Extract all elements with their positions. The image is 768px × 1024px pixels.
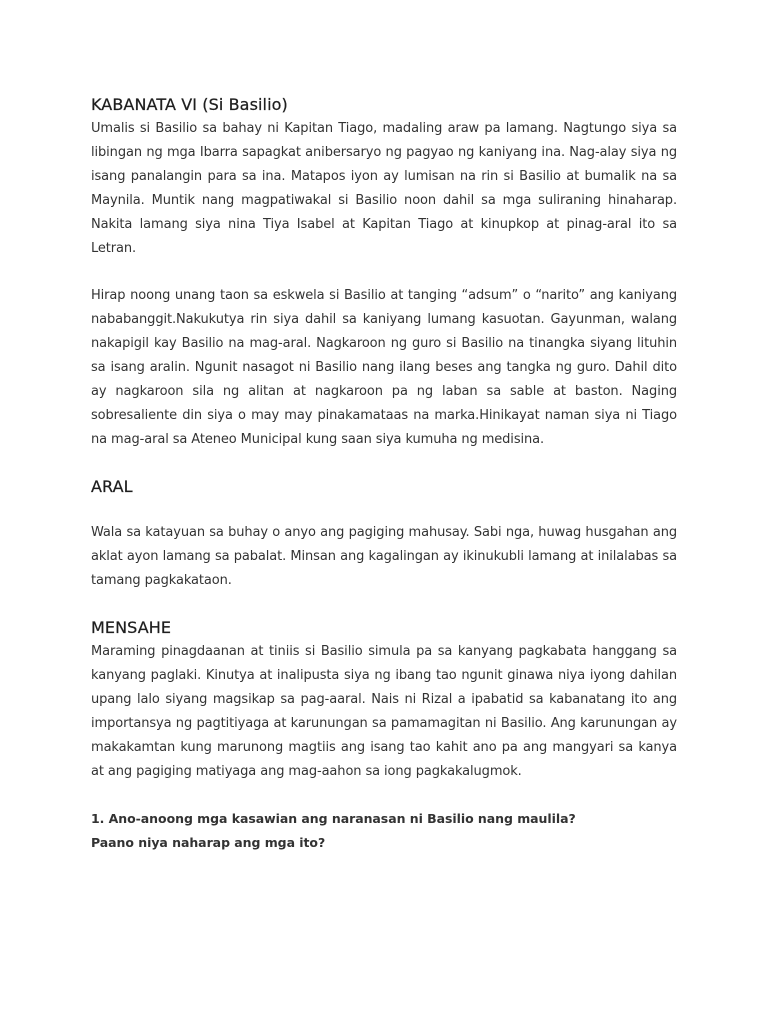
document-page [91, 93, 677, 855]
aral-paragraph: Wala sa katayuan sa buhay o anyo ang pagiging mahusay. Sabi nga, huwag husgahan ang aklat ayon lamang sa pabalat. Minsan ang kagalingan ay ikinukubli lamang at inilalabas sa tamang pagkakataon. [91, 525, 677, 588]
summary-paragraph-1: Umalis si Basilio sa bahay ni Kapitan Tiago, madaling araw pa lamang. Nagtungo siya sa libingan ng mga Ibarra sapagkat anibersaryo ng pagyao ng kaniyang ina. Nag-alay siya ng isang panalangin para sa ina. Matapos iyon ay lumisan na rin si Basilio at bumalik na sa Maynila. Muntik nang magpatiwakal si Basilio noon dahil sa mga suliraning hinaharap. Nakita lamang siya nina Tiya Isabel at Kapitan Tiago at kinupkop at pinag-aral ito sa Letran. [91, 121, 677, 256]
aral-heading: ARAL [91, 477, 133, 496]
question-line-1: 1. Ano-anoong mga kasawian ang naranasan ni Basilio nang maulila? [91, 811, 576, 826]
mensahe-paragraph: Maraming pinagdaanan at tiniis si Basilio simula pa sa kanyang pagkabata hanggang sa kanyang paglaki. Kinutya at inalipusta siya ng ibang tao ngunit ginawa niya iyong dahilan upang lalo siyang magsikap sa pag-aaral. Nais ni Rizal a ipabatid sa kabanatang ito ang importansya ng pagtitiyaga at karunungan sa pamamagitan ni Basilio. Ang karunungan ay makakamtan kung marunong magtiis ang isang tao kahit ano pa ang mangyari sa kanya at ang pagiging matiyaga ang mag-aahon sa iong pagkakalugmok. [91, 644, 677, 779]
question-block [91, 807, 677, 855]
mensahe-heading: MENSAHE [91, 618, 172, 637]
summary-paragraph-2: Hirap noong unang taon sa eskwela si Basilio at tanging “adsum” o “narito” ang kaniyang nababanggit.Nakukutya rin siya dahil sa kaniyang lumang kasuotan. Gayunman, walang nakapigil kay Basilio na mag-aral. Nagkaroon ng guro si Basilio na tinangka siyang lituhin sa isang aralin. Ngunit nasagot ni Basilio nang ilang beses ang tangka ng guro. Dahil dito ay nagkaroon sila ng alitan at nagkaroon pa ng laban sa sable at baston. Naging sobresaliente din siya o may may pinakamataas na marka.Hinikayat naman siya ni Tiago na mag-aral sa Ateneo Municipal kung saan siya kumuha ng medisina. [91, 288, 677, 447]
question-line-2: Paano niya naharap ang mga ito? [91, 835, 326, 850]
chapter-title: KABANATA VI (Si Basilio) [91, 95, 288, 114]
